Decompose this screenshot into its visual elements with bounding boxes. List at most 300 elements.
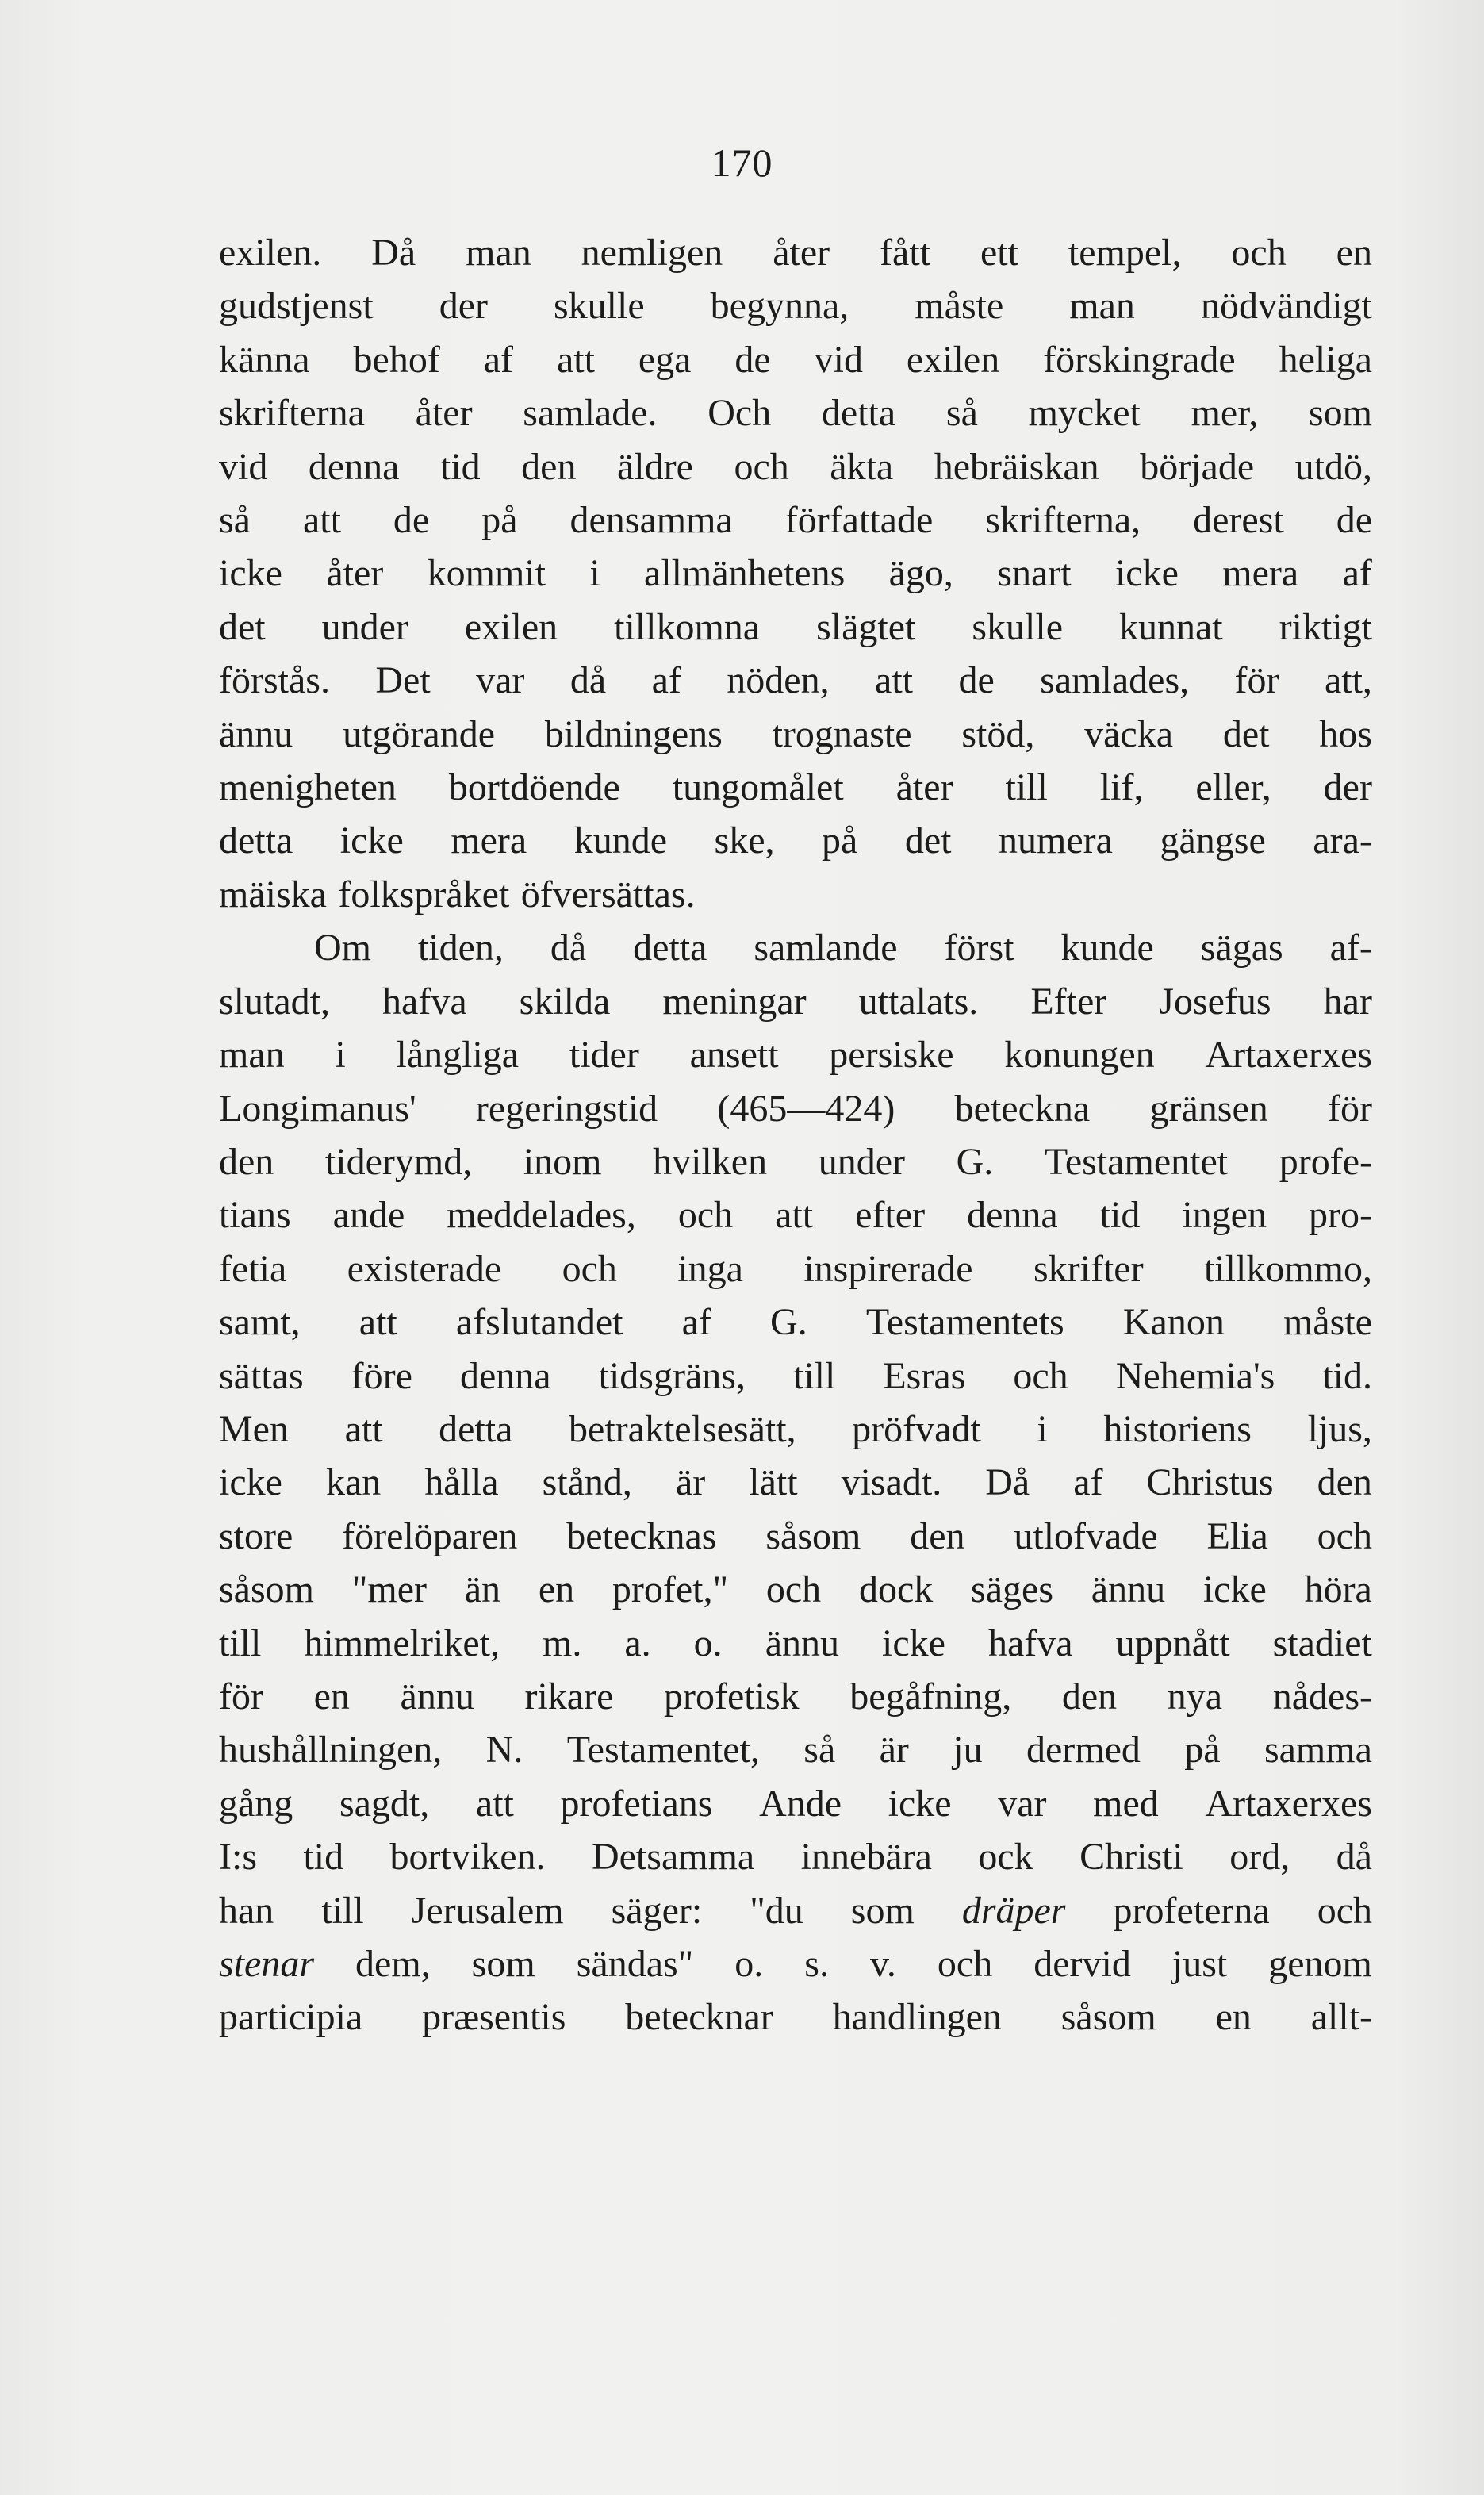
text-line	[219, 493, 1372, 547]
word: tiderymd,	[324, 1140, 473, 1183]
word: på	[481, 499, 518, 542]
word: ju	[953, 1729, 983, 1771]
word: "mer	[351, 1568, 427, 1611]
word: meddelades,	[447, 1194, 636, 1237]
word: och	[1013, 1354, 1068, 1397]
word: och	[937, 1943, 993, 1985]
word: Då	[371, 232, 416, 274]
word: historiens	[1103, 1407, 1252, 1450]
word: till	[219, 1622, 262, 1664]
word: i	[1037, 1407, 1048, 1450]
word: participia	[219, 1996, 363, 2039]
word: kunde	[573, 820, 668, 862]
word: en	[1336, 232, 1372, 274]
word: att	[556, 338, 595, 381]
word: just	[1171, 1943, 1228, 1985]
word: tider	[569, 1034, 639, 1077]
word: tempel,	[1068, 232, 1182, 274]
word: ock	[978, 1836, 1033, 1879]
word: mäiska	[219, 873, 327, 915]
word: bildningens	[544, 712, 723, 755]
word: detta	[633, 927, 707, 969]
word: ännu	[219, 712, 293, 755]
text-line	[219, 1349, 1372, 1403]
word: profetians	[560, 1782, 713, 1825]
word: till	[792, 1354, 836, 1397]
word: nöden,	[727, 659, 830, 702]
text-line	[219, 440, 1372, 493]
word: den	[910, 1514, 965, 1557]
word: att	[775, 1194, 814, 1237]
word: heliga	[1279, 338, 1372, 381]
word: regeringstid	[475, 1087, 658, 1130]
word: skulle	[972, 605, 1063, 648]
word: än	[464, 1568, 501, 1611]
text-line	[219, 1723, 1372, 1776]
word: hafva	[987, 1622, 1073, 1664]
text-line	[219, 1082, 1372, 1135]
word: säger:	[611, 1889, 703, 1932]
word: Jerusalem	[411, 1889, 564, 1932]
word: den	[1061, 1675, 1118, 1718]
word: med	[1093, 1782, 1159, 1825]
word: Longimanus'	[219, 1087, 416, 1130]
word: Nehemia's	[1115, 1354, 1275, 1397]
word: det	[904, 820, 952, 862]
word: att	[475, 1782, 514, 1825]
word: ansett	[689, 1034, 779, 1077]
word: detta	[821, 392, 896, 435]
word: höra	[1304, 1568, 1372, 1611]
word: det	[219, 605, 266, 648]
word: fått	[880, 232, 931, 274]
word: tid	[1099, 1194, 1141, 1237]
text-line	[219, 386, 1372, 440]
word: tillkomna	[614, 605, 761, 648]
word: Efter	[1030, 980, 1107, 1023]
word: mycket	[1028, 392, 1141, 435]
word: dermed	[1026, 1729, 1141, 1771]
word: såsom	[765, 1514, 861, 1557]
word: till	[1005, 766, 1048, 809]
word: visadt.	[841, 1461, 942, 1504]
word: och	[1231, 232, 1287, 274]
word: ord,	[1229, 1836, 1290, 1879]
word: menigheten	[219, 766, 397, 809]
word: är	[675, 1461, 706, 1504]
word: mera	[1222, 552, 1299, 595]
word: ske,	[714, 820, 775, 862]
word: måste	[915, 285, 1004, 328]
word: icke	[888, 1782, 952, 1825]
word: hafva	[382, 980, 467, 1023]
word: då	[569, 659, 607, 702]
word: profe-	[1279, 1140, 1372, 1183]
word: hos	[1319, 712, 1372, 755]
word: Artaxerxes	[1205, 1782, 1372, 1825]
word: ägo,	[888, 552, 953, 595]
word: en	[1215, 1996, 1252, 2039]
word: denna	[308, 445, 400, 488]
word: att	[359, 1301, 397, 1344]
word: under	[321, 605, 408, 648]
word: tiden,	[417, 927, 504, 969]
word: af	[1342, 552, 1372, 595]
word: för	[219, 1675, 263, 1718]
word: store	[219, 1514, 293, 1557]
word: stadiet	[1272, 1622, 1372, 1664]
word: samlades,	[1040, 659, 1190, 702]
word: samma	[1264, 1729, 1372, 1771]
word: skrifterna,	[985, 499, 1141, 542]
text-line	[219, 1135, 1372, 1188]
word: och	[765, 1568, 822, 1611]
word: konungen	[1004, 1034, 1155, 1077]
word: begynna,	[710, 285, 849, 328]
word: ljus,	[1307, 1407, 1372, 1450]
word: äldre	[617, 445, 693, 488]
word: till	[321, 1889, 364, 1932]
word: skulle	[554, 285, 645, 328]
body-text	[219, 226, 1372, 2044]
word: de	[958, 659, 995, 702]
word: af	[1073, 1461, 1103, 1504]
word: förskingrade	[1043, 338, 1236, 381]
word: samt,	[219, 1301, 301, 1344]
word: Kanon	[1122, 1301, 1225, 1344]
word: kunde	[1060, 927, 1154, 969]
word: det	[1222, 712, 1270, 755]
text-line	[219, 1028, 1372, 1081]
word: der	[439, 285, 488, 328]
word: fetia	[219, 1247, 287, 1290]
word: en	[538, 1568, 575, 1611]
text-line	[219, 1937, 1372, 1990]
word: hvilken	[653, 1140, 768, 1183]
word: slägtet	[816, 605, 916, 648]
word: i	[589, 552, 600, 595]
word: dervid	[1033, 1943, 1131, 1985]
word: himmelriket,	[304, 1622, 500, 1664]
word: stånd,	[542, 1461, 632, 1504]
word: pröfvadt	[852, 1407, 981, 1450]
word: den	[1317, 1461, 1372, 1504]
word: efter	[855, 1194, 926, 1237]
word: inga	[677, 1247, 743, 1290]
word: skrifterna	[219, 392, 365, 435]
word: hålla	[424, 1461, 499, 1504]
word: persiske	[829, 1034, 954, 1077]
word: så	[219, 499, 251, 542]
word: tid	[303, 1836, 344, 1879]
word: uttalats.	[858, 980, 979, 1023]
word: Elia	[1206, 1514, 1268, 1557]
word: som	[1308, 392, 1372, 435]
word: icke	[219, 1461, 282, 1504]
word: författade	[784, 499, 934, 542]
word: så	[803, 1729, 836, 1771]
word: att,	[1324, 659, 1372, 702]
word: vid	[814, 338, 863, 381]
word: mera	[451, 820, 527, 862]
word: Och	[707, 392, 772, 435]
word: väcka	[1084, 712, 1174, 755]
word: och	[1317, 1889, 1372, 1932]
word: såsom	[1060, 1996, 1156, 2039]
word: sagdt,	[339, 1782, 430, 1825]
word: stöd,	[961, 712, 1035, 755]
word: densamma	[569, 499, 733, 542]
word: på	[1184, 1729, 1221, 1771]
word: "du	[750, 1889, 803, 1932]
text-line	[219, 921, 1372, 974]
word: derest	[1193, 499, 1284, 542]
word: beteckna	[954, 1087, 1091, 1130]
text-line	[219, 1830, 1372, 1883]
word: man	[219, 1034, 285, 1077]
word: tidsgräns,	[598, 1354, 746, 1397]
word: gränsen	[1149, 1087, 1268, 1130]
word: var	[476, 659, 525, 702]
word: præsentis	[422, 1996, 566, 2039]
word: förstås.	[219, 659, 330, 702]
word: numera	[999, 820, 1113, 862]
text-line	[219, 1456, 1372, 1509]
text-line	[219, 654, 1372, 707]
word: måste	[1283, 1301, 1372, 1344]
word: Christi	[1079, 1836, 1183, 1879]
text-line	[219, 1990, 1372, 2044]
word: bortviken.	[389, 1836, 546, 1879]
text-line	[219, 1242, 1372, 1295]
word: vid	[219, 445, 268, 488]
word: utlofvade	[1014, 1514, 1158, 1557]
word: folkspråket	[338, 873, 510, 915]
word: profeterna	[1113, 1889, 1270, 1932]
word: bortdöende	[448, 766, 620, 809]
text-line	[219, 868, 1372, 921]
word: Testamentet,	[566, 1729, 760, 1771]
word: öfversättas.	[520, 873, 696, 915]
word: och	[562, 1247, 617, 1290]
text-line	[219, 1188, 1372, 1242]
word: nödvändigt	[1200, 285, 1372, 328]
word: icke	[1202, 1568, 1267, 1611]
word: som	[850, 1889, 915, 1932]
text-line	[219, 1510, 1372, 1563]
word: före	[351, 1354, 412, 1397]
word: Men	[219, 1407, 289, 1450]
word: N.	[485, 1729, 523, 1771]
word: exilen	[464, 605, 558, 648]
word: Detsamma	[591, 1836, 755, 1879]
word: denna	[459, 1354, 551, 1397]
word: slutadt,	[219, 980, 330, 1023]
word: ännu	[765, 1622, 839, 1664]
word: nya	[1167, 1675, 1223, 1718]
word: såsom	[219, 1568, 314, 1611]
word: åter	[326, 552, 384, 595]
text-line	[219, 547, 1372, 600]
word: tians	[219, 1194, 291, 1237]
word: af	[681, 1301, 711, 1344]
word: Då	[985, 1461, 1030, 1504]
word: meningar	[662, 980, 807, 1023]
word: att	[344, 1407, 383, 1450]
word: Testamentet	[1044, 1140, 1229, 1183]
word: riktigt	[1279, 605, 1372, 648]
word: dock	[858, 1568, 934, 1611]
word: behof	[353, 338, 440, 381]
word: eller,	[1195, 766, 1271, 809]
word: G.	[770, 1301, 807, 1344]
word: af	[483, 338, 514, 381]
word: innebära	[800, 1836, 932, 1879]
word: är	[879, 1729, 909, 1771]
word: stenar	[219, 1943, 314, 1985]
word: kommit	[427, 552, 546, 595]
word: m.	[542, 1622, 582, 1664]
word: har	[1323, 980, 1372, 1023]
word: de	[393, 499, 430, 542]
word: ara-	[1313, 820, 1372, 862]
word: Det	[375, 659, 431, 702]
word: profet,"	[612, 1568, 729, 1611]
word: detta	[439, 1407, 513, 1450]
word: ingen	[1182, 1194, 1267, 1237]
text-line	[219, 761, 1372, 814]
word: inom	[523, 1140, 602, 1183]
text-line	[219, 1884, 1372, 1937]
text-line	[219, 1617, 1372, 1670]
word: i	[335, 1034, 346, 1077]
word: en	[313, 1675, 350, 1718]
text-line	[219, 975, 1372, 1028]
word: de	[1336, 499, 1372, 542]
word: då	[550, 927, 587, 969]
word: att	[875, 659, 914, 702]
word: under	[818, 1140, 905, 1183]
word: profetisk	[664, 1675, 800, 1718]
page-number: 170	[711, 140, 773, 185]
word: för	[1234, 659, 1279, 702]
word: o.	[693, 1622, 723, 1664]
word: var	[998, 1782, 1047, 1825]
word: Christus	[1146, 1461, 1274, 1504]
word: detta	[219, 820, 293, 862]
text-line	[219, 1403, 1372, 1456]
word: gång	[219, 1782, 293, 1825]
word: samlade.	[523, 392, 658, 435]
word: snart	[997, 552, 1072, 595]
word: skilda	[519, 980, 611, 1023]
word: äkta	[830, 445, 894, 488]
word: först	[944, 927, 1014, 969]
word: då	[1336, 1836, 1372, 1879]
word: Esras	[883, 1354, 966, 1397]
word: samlande	[754, 927, 898, 969]
word: förelöparen	[342, 1514, 518, 1557]
word: allmänhetens	[644, 552, 846, 595]
word: rikare	[524, 1675, 614, 1718]
word: började	[1140, 445, 1255, 488]
word: tid.	[1322, 1354, 1372, 1397]
word: icke	[219, 552, 282, 595]
word: Ande	[759, 1782, 842, 1825]
word: exilen	[906, 338, 1000, 381]
word: den	[521, 445, 577, 488]
text-line	[219, 279, 1372, 332]
word: existerade	[347, 1247, 502, 1290]
word: trognaste	[772, 712, 912, 755]
word: nådes-	[1272, 1675, 1372, 1718]
word: I:s	[219, 1836, 257, 1879]
text-line	[219, 1777, 1372, 1830]
word: så	[945, 392, 978, 435]
word: genom	[1268, 1943, 1372, 1985]
word: inspirerade	[803, 1247, 973, 1290]
word: denna	[967, 1194, 1058, 1237]
word: för	[1328, 1087, 1372, 1130]
word: (465—424)	[717, 1087, 895, 1130]
word: afslutandet	[455, 1301, 623, 1344]
word: v.	[870, 1943, 896, 1985]
word: pro-	[1308, 1194, 1372, 1237]
word: af-	[1329, 927, 1372, 969]
word: sägas	[1200, 927, 1283, 969]
word: der	[1323, 766, 1372, 809]
word: hebräiskan	[934, 445, 1099, 488]
word: allt-	[1310, 1996, 1372, 2039]
word: tid	[439, 445, 481, 488]
word: tillkommo,	[1203, 1247, 1372, 1290]
word: åter	[895, 766, 953, 809]
word: betecknas	[566, 1514, 717, 1557]
word: på	[822, 820, 858, 862]
word: handlingen	[832, 1996, 1002, 2039]
word: lätt	[749, 1461, 798, 1504]
word: att	[302, 499, 341, 542]
word: gängse	[1160, 820, 1266, 862]
word: kan	[325, 1461, 382, 1504]
word: icke	[882, 1622, 945, 1664]
word: Artaxerxes	[1205, 1034, 1372, 1077]
word: han	[219, 1889, 274, 1932]
word: och	[734, 445, 789, 488]
word: man	[466, 232, 531, 274]
word: och	[677, 1194, 734, 1237]
word: o.	[734, 1943, 764, 1985]
word: dem,	[355, 1943, 431, 1985]
word: åter	[415, 392, 473, 435]
word: a.	[624, 1622, 651, 1664]
word: gudstjenst	[219, 285, 374, 328]
word: af	[651, 659, 681, 702]
word: ett	[980, 232, 1018, 274]
word: den	[219, 1140, 274, 1183]
word: uppnått	[1115, 1622, 1230, 1664]
text-line	[219, 1670, 1372, 1723]
word: icke	[339, 820, 404, 862]
word: betraktelsesätt,	[569, 1407, 796, 1450]
word: åter	[773, 232, 830, 274]
word: exilen.	[219, 232, 322, 274]
word: skrifter	[1033, 1247, 1144, 1290]
text-line	[219, 226, 1372, 279]
word: säges	[971, 1568, 1053, 1611]
text-line	[219, 1563, 1372, 1616]
word: och	[1317, 1514, 1372, 1557]
